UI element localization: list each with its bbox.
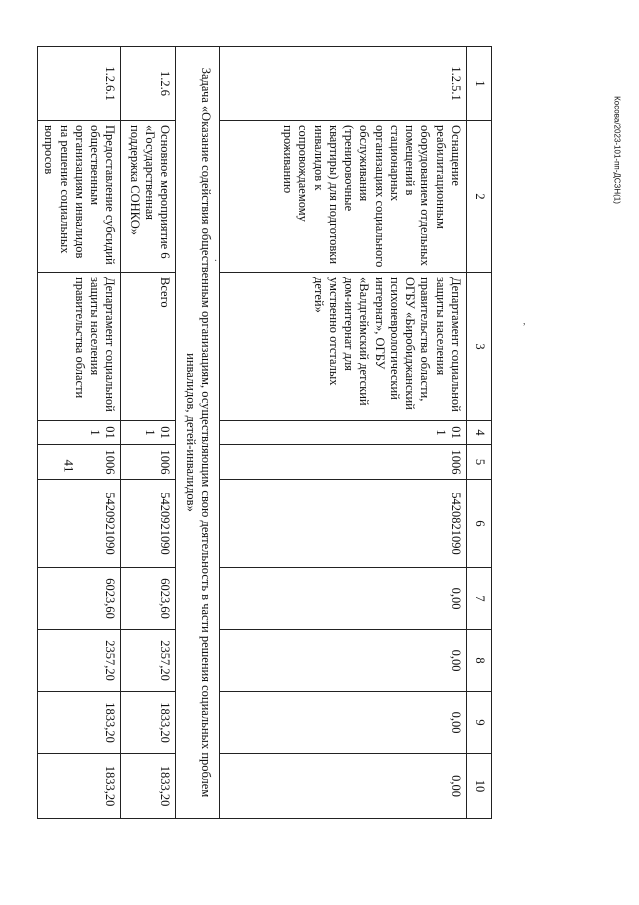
row-value: 0,00 bbox=[220, 568, 467, 630]
stray-mark: · bbox=[214, 256, 218, 267]
row-code: 1.2.5.1 bbox=[220, 47, 467, 121]
stray-mark: , bbox=[523, 316, 526, 327]
row-code: 1.2.6.1 bbox=[38, 47, 121, 121]
row-value: 0,00 bbox=[220, 630, 467, 692]
row-value: 2357,20 bbox=[38, 630, 121, 692]
table-row bbox=[220, 47, 467, 819]
row-value: 0,00 bbox=[220, 754, 467, 819]
row-grbs: 011 bbox=[121, 421, 176, 445]
table-row bbox=[38, 47, 121, 819]
task-row bbox=[176, 47, 220, 819]
row-value: 1833,20 bbox=[121, 692, 176, 754]
row-value: 2357,20 bbox=[121, 630, 176, 692]
row-value: 1833,20 bbox=[38, 692, 121, 754]
row-name: Оснащение реабилитационным оборудованием отдельных помещений в стационарных организациях социального обслуживания (тренировочные квартиры) для подготовки инвалидов к сопровождаемому проживанию bbox=[220, 121, 467, 273]
program-table bbox=[37, 46, 492, 819]
row-value: 1833,20 bbox=[38, 754, 121, 819]
row-name: Предоставление субсидий общественным организациям инвалидов на решение социальных вопросов bbox=[38, 121, 121, 273]
row-rzpr: 1006 bbox=[220, 445, 467, 480]
col-header: 9 bbox=[467, 692, 492, 754]
row-csr: 5420821090 bbox=[220, 480, 467, 568]
row-grbs: 011 bbox=[220, 421, 467, 445]
col-header: 4 bbox=[467, 421, 492, 445]
col-header: 2 bbox=[467, 121, 492, 273]
header-row bbox=[467, 47, 492, 819]
row-grbs: 011 bbox=[38, 421, 121, 445]
row-value: 6023,60 bbox=[121, 568, 176, 630]
row-value: 0,00 bbox=[220, 692, 467, 754]
row-executor: Департамент социальной защиты населения правительства области bbox=[38, 273, 121, 421]
row-executor: Департамент социальной защиты населения правительства области, ОГБУ «Биробиджанский психоневрологический интернат», ОГБУ «Валдгеймский детский дом-интернат для умственно отсталых детей» bbox=[220, 273, 467, 421]
row-rzpr: 1006 bbox=[38, 445, 121, 480]
col-header: 5 bbox=[467, 445, 492, 480]
col-header: 3 bbox=[467, 273, 492, 421]
row-csr: 5420921090 bbox=[121, 480, 176, 568]
document-reference: Косова/2023-101-пп-ДСЗН(1) bbox=[612, 96, 622, 204]
col-header: 6 bbox=[467, 480, 492, 568]
row-code: 1.2.6 bbox=[121, 47, 176, 121]
page-number: 41 bbox=[61, 459, 77, 473]
col-header: 8 bbox=[467, 630, 492, 692]
row-rzpr: 1006 bbox=[121, 445, 176, 480]
row-value: 1833,20 bbox=[121, 754, 176, 819]
col-header: 7 bbox=[467, 568, 492, 630]
row-value: 6023,60 bbox=[38, 568, 121, 630]
col-header: 10 bbox=[467, 754, 492, 819]
row-name: Основное мероприятие 6 «Государственная поддержка СОНКО» bbox=[121, 121, 176, 273]
task-text: Задача «Оказание содействия общественным организациям, осуществляющим свою деятельность в части решения социальных проблем инвалидов, детей-инвалидов» bbox=[176, 47, 220, 819]
row-csr: 5420921090 bbox=[38, 480, 121, 568]
row-executor: Всего bbox=[121, 273, 176, 421]
col-header: 1 bbox=[467, 47, 492, 121]
table-row bbox=[121, 47, 176, 819]
